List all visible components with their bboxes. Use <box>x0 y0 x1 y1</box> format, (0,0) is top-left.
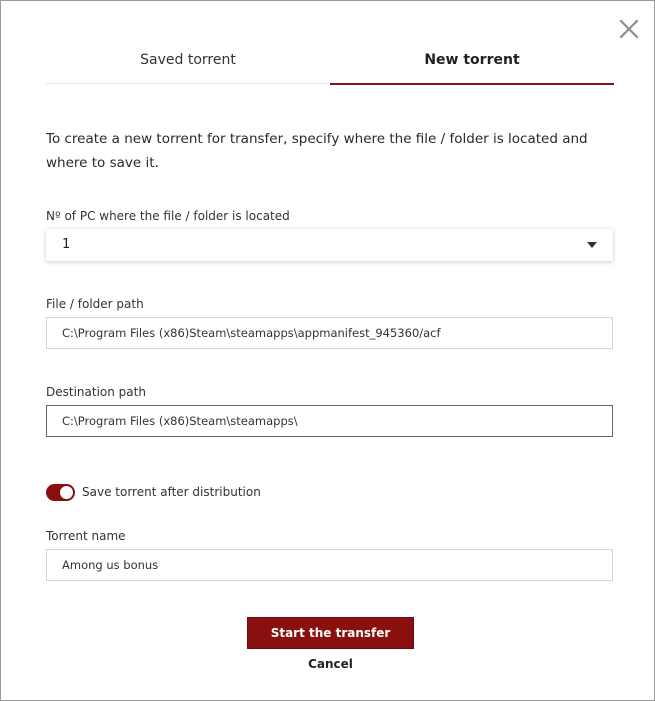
caret-down-icon <box>587 242 597 248</box>
save-torrent-label: Save torrent after distribution <box>82 485 261 499</box>
file-path-input[interactable] <box>46 317 613 349</box>
pc-select-label: Nº of PC where the file / folder is located <box>46 209 290 223</box>
file-path-label: File / folder path <box>46 297 144 311</box>
toggle-knob <box>60 486 73 499</box>
destination-path-input[interactable] <box>46 405 613 437</box>
close-icon[interactable] <box>618 18 640 40</box>
save-torrent-toggle[interactable] <box>46 484 75 501</box>
pc-number-select[interactable] <box>46 229 613 261</box>
torrent-name-input[interactable] <box>46 549 613 581</box>
pc-number-value: 1 <box>62 237 71 252</box>
start-transfer-button[interactable]: Start the transfer <box>247 617 414 649</box>
torrent-name-label: Torrent name <box>46 529 126 543</box>
tab-saved-torrent[interactable]: Saved torrent <box>140 52 236 68</box>
intro-text: To create a new torrent for transfer, specify where the file / folder is located and where to save it. <box>46 131 588 171</box>
cancel-button[interactable]: Cancel <box>308 657 353 671</box>
tab-new-torrent[interactable]: New torrent <box>330 41 614 85</box>
tab-bar <box>46 41 614 85</box>
destination-path-label: Destination path <box>46 385 146 399</box>
